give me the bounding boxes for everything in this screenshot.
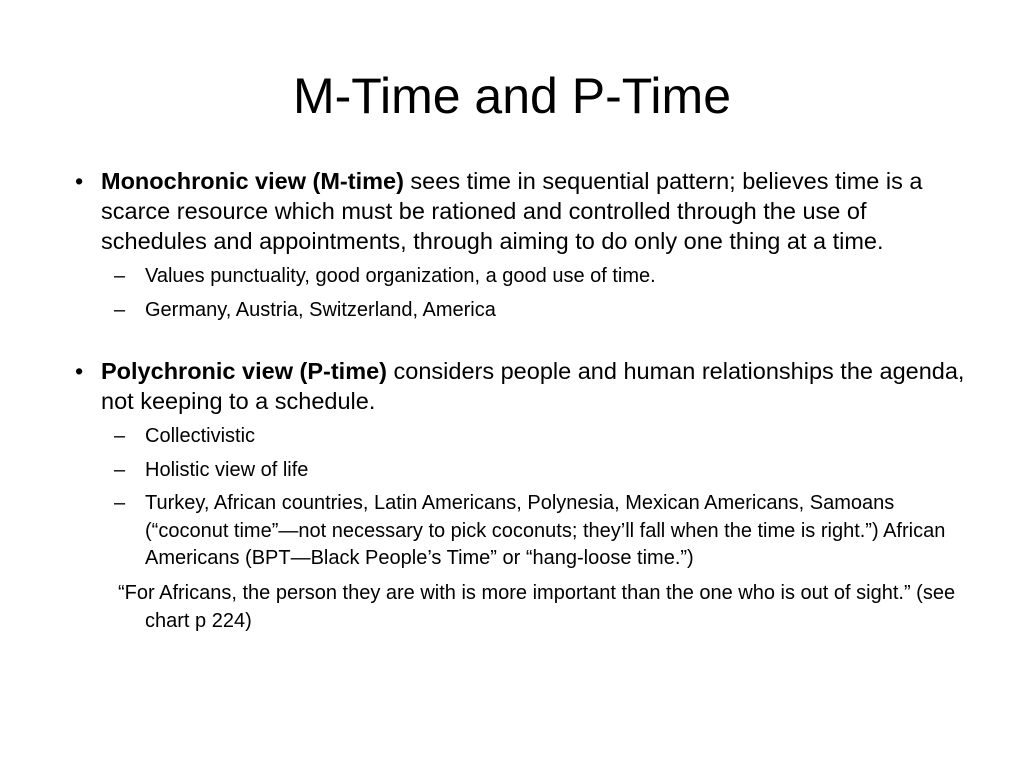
bullet-marker: • [75,168,84,194]
subitem-text: Germany, Austria, Switzerland, America [145,299,496,321]
subitem [88,422,968,450]
subitem [88,296,968,324]
bullet-text [101,168,922,254]
subitem [88,262,968,290]
subitem-text: Turkey, African countries, Latin Americans, Polynesia, Mexican Americans, Samoans (“coconut time”—not necessary to pick coconuts; they’ll fall when the time is right.”) African Americans (BPT—Black People’s Time” or “hang-loose time.”) [145,492,946,569]
bullet-marker: • [75,358,84,384]
bullet-description: considers people and human relationships the agenda, not keeping to a schedule. [101,358,965,414]
subitem-text: Holistic view of life [145,459,309,481]
sub-marker: – [114,265,126,287]
subitem-text: Collectivistic [145,425,256,447]
quote-text: “For Africans, the person they are with is more important than the one who is out of sight.” (see chart p 224) [118,581,956,632]
sub-marker: – [114,299,126,321]
sub-marker: – [114,459,126,481]
sublist-monochronic [88,262,968,324]
bullet-monochronic [75,166,968,256]
slide-content [75,166,968,635]
bullet-bold-term: Polychronic view (P-time) [101,358,387,384]
sub-marker: – [114,425,126,447]
sublist-polychronic [88,422,968,573]
slide-title: M-Time and P-Time [292,68,731,124]
subitem-text: Values punctuality, good organization, a good use of time. [145,265,656,287]
bullet-text [101,358,964,414]
subitem [88,490,968,573]
bullet-bold-term: Monochronic view (M-time) [101,168,404,194]
sub-marker: – [114,492,126,514]
subitem [88,456,968,484]
bullet-description: sees time in sequential pattern; believes time is a scarce resource which must be rationed and controlled through the use of schedules and appointments, through aiming to do only one thing at a time. [101,168,923,254]
spacer [88,330,968,356]
bullet-polychronic [75,356,968,416]
